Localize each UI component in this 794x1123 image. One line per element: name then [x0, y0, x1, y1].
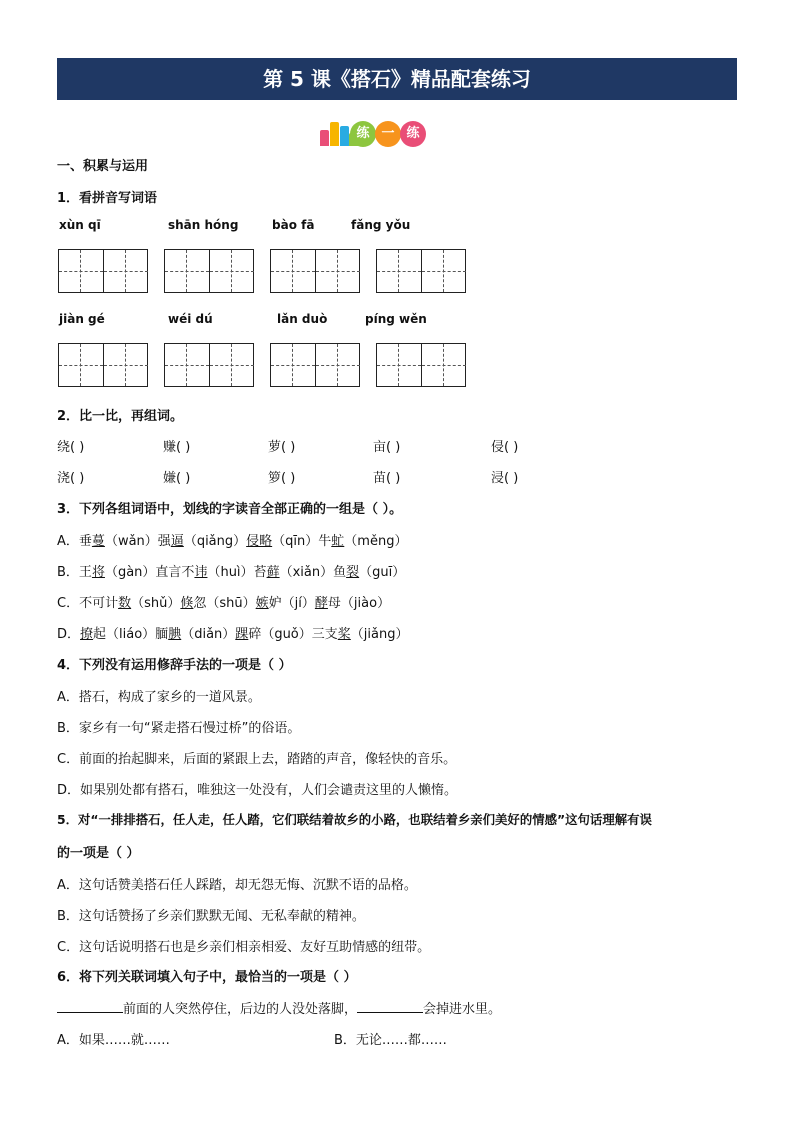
writing-grid[interactable] — [376, 343, 466, 387]
writing-grid[interactable] — [164, 249, 254, 293]
q4-option-b[interactable]: B．家乡有一句“紧走搭石慢过桥”的俗语。 — [57, 721, 301, 736]
writing-grid[interactable] — [58, 249, 148, 293]
badge-char: 一 — [375, 121, 401, 147]
compare-item: 侵( ) — [491, 440, 519, 455]
q6-sentence: 前面的人突然停住，后边的人没处落脚， 会掉进水里。 — [57, 998, 501, 1017]
compare-item: 赚( ) — [163, 440, 191, 455]
compare-item: 苗( ) — [373, 471, 401, 486]
pinyin: fǎng yǒu — [351, 218, 411, 232]
q5-option-a[interactable]: A．这句话赞美搭石任人踩踏，却无怨无悔、沉默不语的品格。 — [57, 878, 417, 893]
pinyin: lǎn duò — [277, 312, 328, 326]
building-icon — [330, 122, 339, 146]
q3-option-d[interactable]: D．撩起（liáo）腼腆（diǎn）踝碎（guǒ）三支桨（jiǎng） — [57, 627, 409, 642]
q4-title: 4．下列没有运用修辞手法的一项是（ ） — [57, 658, 292, 673]
q6-option-b[interactable]: B．无论……都…… — [334, 1033, 447, 1048]
q5-option-b[interactable]: B．这句话赞扬了乡亲们默默无闻、无私奉献的精神。 — [57, 909, 365, 924]
pinyin: xùn qī — [59, 218, 101, 232]
q3-option-a[interactable]: A．垂蔓（wǎn）强逼（qiǎng）侵略（qīn）牛虻（měng） — [57, 534, 408, 549]
writing-grid[interactable] — [376, 249, 466, 293]
q3-option-c[interactable]: C．不可计数（shǔ）倏忽（shū）嫉妒（jí）酵母（jiào） — [57, 596, 391, 611]
writing-grid[interactable] — [58, 343, 148, 387]
q5-title-cont: 的一项是（ ） — [57, 846, 140, 861]
writing-grid[interactable] — [164, 343, 254, 387]
compare-item: 萝( ) — [268, 440, 296, 455]
compare-item: 嫌( ) — [163, 471, 191, 486]
pinyin: shān hóng — [168, 218, 239, 232]
q6-option-a[interactable]: A．如果……就…… — [57, 1033, 170, 1048]
badge-char: 练 — [400, 121, 426, 147]
page-title: 第 5 课《搭石》精品配套练习 — [57, 58, 737, 100]
q6-title: 6．将下列关联词填入句子中，最恰当的一项是（ ） — [57, 970, 357, 985]
pinyin: píng wěn — [365, 312, 427, 326]
badge-char: 练 — [350, 121, 376, 147]
compare-item: 箩( ) — [268, 471, 296, 486]
compare-item: 亩( ) — [373, 440, 401, 455]
q5-title: 5．对“一排排搭石，任人走，任人踏，它们联结着故乡的小路，也联结着乡亲们美好的情感”这句话理解有误 — [57, 812, 652, 827]
blank-line[interactable] — [57, 1000, 123, 1013]
q2-title: 2．比一比，再组词。 — [57, 409, 184, 424]
building-icon — [320, 130, 329, 146]
building-icon — [340, 126, 349, 146]
section-heading: 一、积累与运用 — [57, 159, 149, 174]
pinyin: jiàn gé — [59, 312, 105, 326]
writing-grid[interactable] — [270, 343, 360, 387]
q4-option-d[interactable]: D．如果别处都有搭石，唯独这一处没有，人们会谴责这里的人懒惰。 — [57, 783, 458, 798]
blank-line[interactable] — [357, 1000, 423, 1013]
q3-title: 3．下列各组词语中，划线的字读音全部正确的一组是（ ）。 — [57, 502, 403, 517]
compare-item: 绕( ) — [57, 440, 85, 455]
compare-item: 浇( ) — [57, 471, 85, 486]
q4-option-a[interactable]: A．搭石，构成了家乡的一道风景。 — [57, 690, 261, 705]
pinyin: bào fā — [272, 218, 315, 232]
writing-grid[interactable] — [270, 249, 360, 293]
q5-option-c[interactable]: C．这句话说明搭石也是乡亲们相亲相爱、友好互助情感的纽带。 — [57, 940, 431, 955]
pinyin: wéi dú — [168, 312, 213, 326]
compare-item: 浸( ) — [491, 471, 519, 486]
practice-badge — [318, 116, 428, 150]
q3-option-b[interactable]: B．王将（gàn）直言不讳（huì）苔藓（xiǎn）鱼裂（guī） — [57, 565, 406, 580]
q4-option-c[interactable]: C．前面的抬起脚来，后面的紧跟上去，踏踏的声音，像轻快的音乐。 — [57, 752, 457, 767]
q1-title: 1．看拼音写词语 — [57, 191, 158, 206]
